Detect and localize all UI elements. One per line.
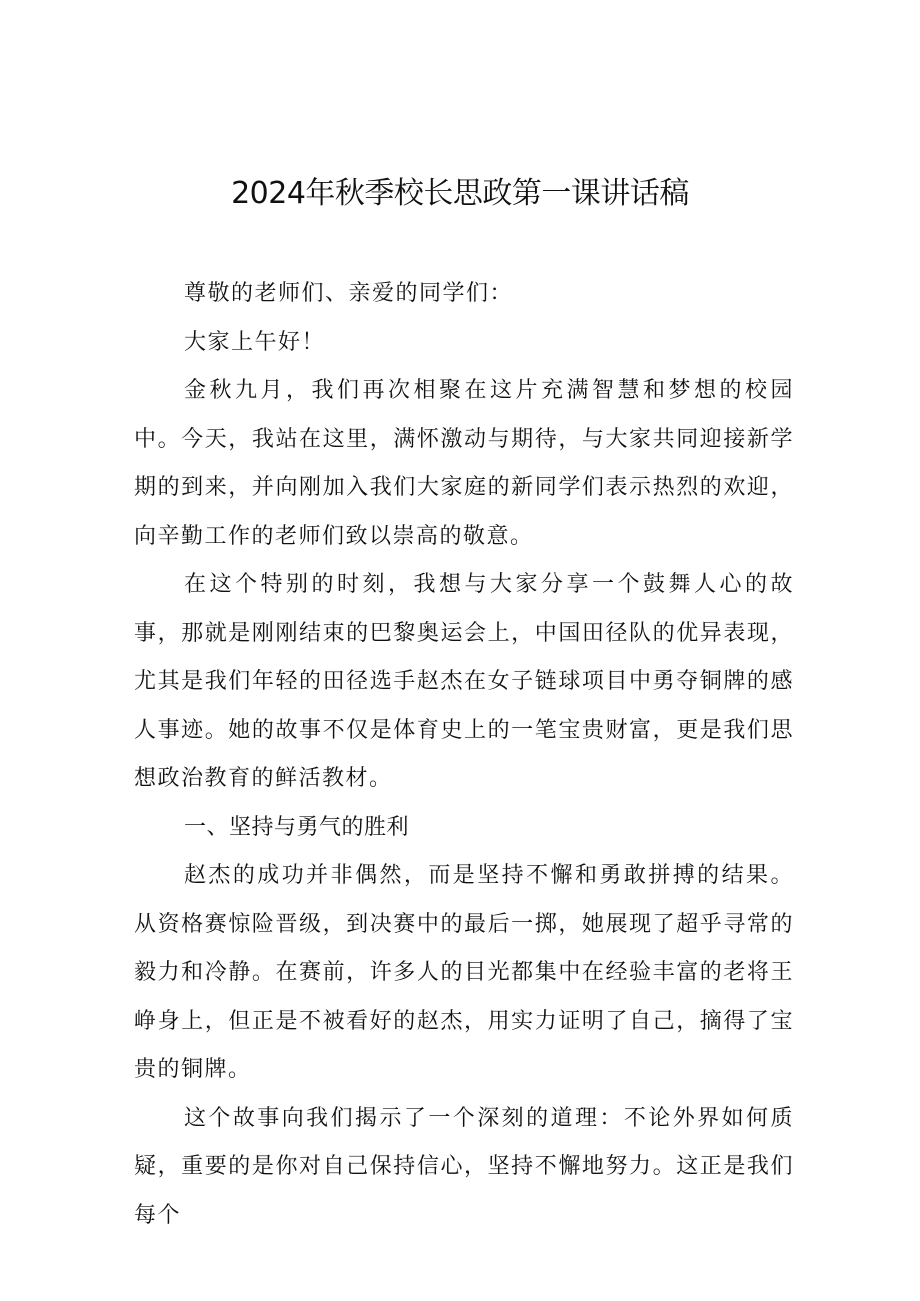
greeting-line: 尊敬的老师们、亲爱的同学们： <box>184 281 514 306</box>
paragraph-story-intro: 在这个特别的时刻，我想与大家分享一个鼓舞人心的故事，那就是刚刚结束的巴黎奥运会上，中国田径队的优异表现，尤其是我们年轻的田径选手赵杰在女子链球项目中勇夺铜牌的感人事迹。她的故事不仅是体育史上的一笔宝贵财富，更是我们思想政治教育的鲜活教材。 <box>134 572 794 791</box>
section-heading: 一、坚持与勇气的胜利 <box>184 814 410 840</box>
paragraph-perseverance: 赵杰的成功并非偶然，而是坚持不懈和勇敢拼搏的结果。从资格赛惊险晋级，到决赛中的最后一掷，她展现了超乎寻常的毅力和冷静。在赛前，许多人的目光都集中在经验丰富的老将王峥身上，但正是不被看好的赵杰，用实力证明了自己，摘得了宝贵的铜牌。 <box>134 863 794 1082</box>
paragraph-lesson: 这个故事向我们揭示了一个深刻的道理：不论外界如何质疑，重要的是你对自己保持信心，坚持不懈地努力。这正是我们每个 <box>134 1105 794 1228</box>
salutation-line: 大家上午好！ <box>184 329 326 355</box>
paragraph-opening: 金秋九月，我们再次相聚在这片充满智慧和梦想的校园中。今天，我站在这里，满怀激动与期待，与大家共同迎接新学期的到来，并向刚加入我们大家庭的新同学们表示热烈的欢迎，向辛勤工作的老师们致以崇高的敬意。 <box>134 378 794 549</box>
document-body <box>134 270 794 1240</box>
document-title: 2024年秋季校长思政第一课讲话稿 <box>231 176 689 211</box>
